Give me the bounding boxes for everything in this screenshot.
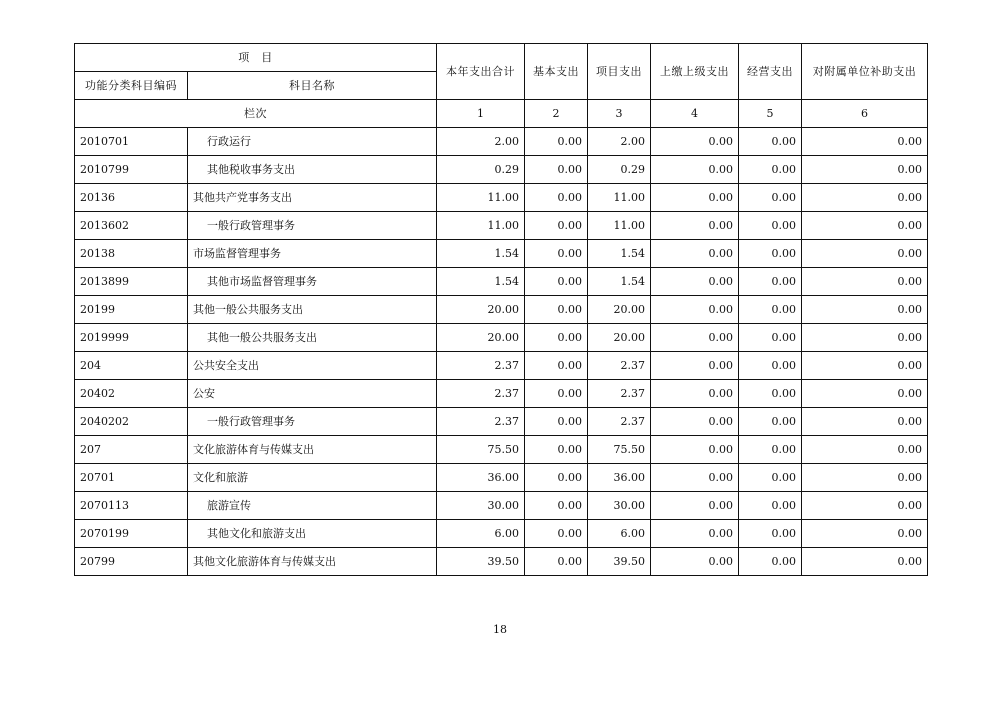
business-value-cell: 0.00 — [739, 380, 802, 408]
total-value-cell: 20.00 — [437, 296, 525, 324]
subject-name-cell: 其他市场监督管理事务 — [188, 268, 437, 296]
function-code-cell: 20701 — [75, 464, 188, 492]
total-value-cell: 30.00 — [437, 492, 525, 520]
table-row — [75, 212, 928, 240]
subsidy-value-cell: 0.00 — [802, 240, 928, 268]
basic-value-cell: 0.00 — [525, 296, 588, 324]
business-value-cell: 0.00 — [739, 548, 802, 576]
business-value-cell: 0.00 — [739, 464, 802, 492]
project-value-cell: 36.00 — [588, 464, 651, 492]
project-value-cell: 2.00 — [588, 128, 651, 156]
subject-name-cell: 其他文化和旅游支出 — [188, 520, 437, 548]
project-value-cell: 11.00 — [588, 184, 651, 212]
basic-value-cell: 0.00 — [525, 408, 588, 436]
project-value-cell: 11.00 — [588, 212, 651, 240]
table-row — [75, 380, 928, 408]
total-value-cell: 11.00 — [437, 212, 525, 240]
subject-name-cell: 一般行政管理事务 — [188, 212, 437, 240]
business-value-cell: 0.00 — [739, 436, 802, 464]
function-code-cell: 2010799 — [75, 156, 188, 184]
project-value-cell: 30.00 — [588, 492, 651, 520]
table-row — [75, 520, 928, 548]
table-row — [75, 156, 928, 184]
subsidy-value-cell: 0.00 — [802, 464, 928, 492]
function-code-cell: 2019999 — [75, 324, 188, 352]
function-code-cell: 207 — [75, 436, 188, 464]
table-row — [75, 408, 928, 436]
remit-to-superior-header: 上缴上级支出 — [651, 44, 739, 100]
subject-name-cell: 文化和旅游 — [188, 464, 437, 492]
function-code-cell: 20799 — [75, 548, 188, 576]
index-row — [75, 100, 928, 128]
subsidy-value-cell: 0.00 — [802, 520, 928, 548]
header-row-1 — [75, 44, 928, 72]
function-code-header: 功能分类科目编码 — [75, 72, 188, 100]
table-row — [75, 464, 928, 492]
table-row — [75, 240, 928, 268]
page-number: 18 — [493, 623, 507, 636]
basic-value-cell: 0.00 — [525, 156, 588, 184]
function-code-cell: 2040202 — [75, 408, 188, 436]
basic-value-cell: 0.00 — [525, 324, 588, 352]
remit-value-cell: 0.00 — [651, 240, 739, 268]
project-value-cell: 20.00 — [588, 296, 651, 324]
subsidy-value-cell: 0.00 — [802, 212, 928, 240]
project-value-cell: 6.00 — [588, 520, 651, 548]
remit-value-cell: 0.00 — [651, 212, 739, 240]
table-row — [75, 436, 928, 464]
function-code-cell: 20138 — [75, 240, 188, 268]
index-col-5: 5 — [739, 100, 802, 128]
basic-value-cell: 0.00 — [525, 212, 588, 240]
subject-name-cell: 其他文化旅游体育与传媒支出 — [188, 548, 437, 576]
project-expenditure-header: 项目支出 — [588, 44, 651, 100]
project-value-cell: 1.54 — [588, 240, 651, 268]
total-value-cell: 1.54 — [437, 240, 525, 268]
remit-value-cell: 0.00 — [651, 520, 739, 548]
remit-value-cell: 0.00 — [651, 184, 739, 212]
project-value-cell: 1.54 — [588, 268, 651, 296]
subject-name-cell: 其他共产党事务支出 — [188, 184, 437, 212]
remit-value-cell: 0.00 — [651, 548, 739, 576]
subsidy-header: 对附属单位补助支出 — [802, 44, 928, 100]
total-value-cell: 39.50 — [437, 548, 525, 576]
index-col-3: 3 — [588, 100, 651, 128]
remit-value-cell: 0.00 — [651, 324, 739, 352]
function-code-cell: 2070113 — [75, 492, 188, 520]
project-value-cell: 2.37 — [588, 408, 651, 436]
subject-name-cell: 市场监督管理事务 — [188, 240, 437, 268]
business-value-cell: 0.00 — [739, 408, 802, 436]
total-value-cell: 75.50 — [437, 436, 525, 464]
item-group-header: 项 目 — [75, 44, 437, 72]
basic-value-cell: 0.00 — [525, 128, 588, 156]
project-value-cell: 20.00 — [588, 324, 651, 352]
index-col-1: 1 — [437, 100, 525, 128]
function-code-cell: 2013899 — [75, 268, 188, 296]
total-value-cell: 11.00 — [437, 184, 525, 212]
subsidy-value-cell: 0.00 — [802, 408, 928, 436]
basic-value-cell: 0.00 — [525, 352, 588, 380]
index-row-label: 栏次 — [75, 100, 437, 128]
subject-name-cell: 行政运行 — [188, 128, 437, 156]
subsidy-value-cell: 0.00 — [802, 548, 928, 576]
function-code-cell: 2070199 — [75, 520, 188, 548]
subject-name-cell: 一般行政管理事务 — [188, 408, 437, 436]
function-code-cell: 20136 — [75, 184, 188, 212]
table-row — [75, 492, 928, 520]
subsidy-value-cell: 0.00 — [802, 436, 928, 464]
index-col-4: 4 — [651, 100, 739, 128]
project-value-cell: 2.37 — [588, 352, 651, 380]
expenditure-table — [74, 43, 928, 576]
subject-name-cell: 其他一般公共服务支出 — [188, 324, 437, 352]
total-value-cell: 2.37 — [437, 408, 525, 436]
business-value-cell: 0.00 — [739, 212, 802, 240]
subsidy-value-cell: 0.00 — [802, 352, 928, 380]
subsidy-value-cell: 0.00 — [802, 184, 928, 212]
remit-value-cell: 0.00 — [651, 436, 739, 464]
total-value-cell: 2.00 — [437, 128, 525, 156]
business-value-cell: 0.00 — [739, 156, 802, 184]
subject-name-cell: 其他税收事务支出 — [188, 156, 437, 184]
basic-value-cell: 0.00 — [525, 436, 588, 464]
subject-name-cell: 公安 — [188, 380, 437, 408]
remit-value-cell: 0.00 — [651, 352, 739, 380]
project-value-cell: 0.29 — [588, 156, 651, 184]
basic-value-cell: 0.00 — [525, 268, 588, 296]
basic-value-cell: 0.00 — [525, 184, 588, 212]
function-code-cell: 2013602 — [75, 212, 188, 240]
remit-value-cell: 0.00 — [651, 156, 739, 184]
subject-name-cell: 公共安全支出 — [188, 352, 437, 380]
business-value-cell: 0.00 — [739, 324, 802, 352]
basic-value-cell: 0.00 — [525, 464, 588, 492]
business-value-cell: 0.00 — [739, 520, 802, 548]
project-value-cell: 39.50 — [588, 548, 651, 576]
project-value-cell: 2.37 — [588, 380, 651, 408]
index-col-2: 2 — [525, 100, 588, 128]
total-value-cell: 1.54 — [437, 268, 525, 296]
subsidy-value-cell: 0.00 — [802, 156, 928, 184]
project-value-cell: 75.50 — [588, 436, 651, 464]
total-value-cell: 2.37 — [437, 352, 525, 380]
business-value-cell: 0.00 — [739, 296, 802, 324]
remit-value-cell: 0.00 — [651, 408, 739, 436]
basic-value-cell: 0.00 — [525, 380, 588, 408]
business-value-cell: 0.00 — [739, 128, 802, 156]
subject-name-cell: 文化旅游体育与传媒支出 — [188, 436, 437, 464]
subsidy-value-cell: 0.00 — [802, 296, 928, 324]
function-code-cell: 20402 — [75, 380, 188, 408]
business-value-cell: 0.00 — [739, 184, 802, 212]
total-value-cell: 0.29 — [437, 156, 525, 184]
subsidy-value-cell: 0.00 — [802, 380, 928, 408]
subsidy-value-cell: 0.00 — [802, 324, 928, 352]
remit-value-cell: 0.00 — [651, 296, 739, 324]
subsidy-value-cell: 0.00 — [802, 128, 928, 156]
remit-value-cell: 0.00 — [651, 128, 739, 156]
total-value-cell: 20.00 — [437, 324, 525, 352]
table-row — [75, 268, 928, 296]
basic-value-cell: 0.00 — [525, 548, 588, 576]
table-row — [75, 184, 928, 212]
business-value-cell: 0.00 — [739, 240, 802, 268]
basic-value-cell: 0.00 — [525, 492, 588, 520]
business-value-cell: 0.00 — [739, 268, 802, 296]
table-row — [75, 548, 928, 576]
subject-name-cell: 旅游宣传 — [188, 492, 437, 520]
business-value-cell: 0.00 — [739, 492, 802, 520]
subsidy-value-cell: 0.00 — [802, 268, 928, 296]
subject-name-cell: 其他一般公共服务支出 — [188, 296, 437, 324]
basic-expenditure-header: 基本支出 — [525, 44, 588, 100]
business-value-cell: 0.00 — [739, 352, 802, 380]
total-value-cell: 6.00 — [437, 520, 525, 548]
basic-value-cell: 0.00 — [525, 240, 588, 268]
table-row — [75, 296, 928, 324]
business-expenditure-header: 经营支出 — [739, 44, 802, 100]
table-row — [75, 128, 928, 156]
index-col-6: 6 — [802, 100, 928, 128]
subject-name-header: 科目名称 — [188, 72, 437, 100]
basic-value-cell: 0.00 — [525, 520, 588, 548]
function-code-cell: 204 — [75, 352, 188, 380]
function-code-cell: 20199 — [75, 296, 188, 324]
subsidy-value-cell: 0.00 — [802, 492, 928, 520]
remit-value-cell: 0.00 — [651, 268, 739, 296]
remit-value-cell: 0.00 — [651, 464, 739, 492]
total-value-cell: 36.00 — [437, 464, 525, 492]
function-code-cell: 2010701 — [75, 128, 188, 156]
table-row — [75, 352, 928, 380]
table-row — [75, 324, 928, 352]
total-expenditure-header: 本年支出合计 — [437, 44, 525, 100]
remit-value-cell: 0.00 — [651, 380, 739, 408]
remit-value-cell: 0.00 — [651, 492, 739, 520]
total-value-cell: 2.37 — [437, 380, 525, 408]
